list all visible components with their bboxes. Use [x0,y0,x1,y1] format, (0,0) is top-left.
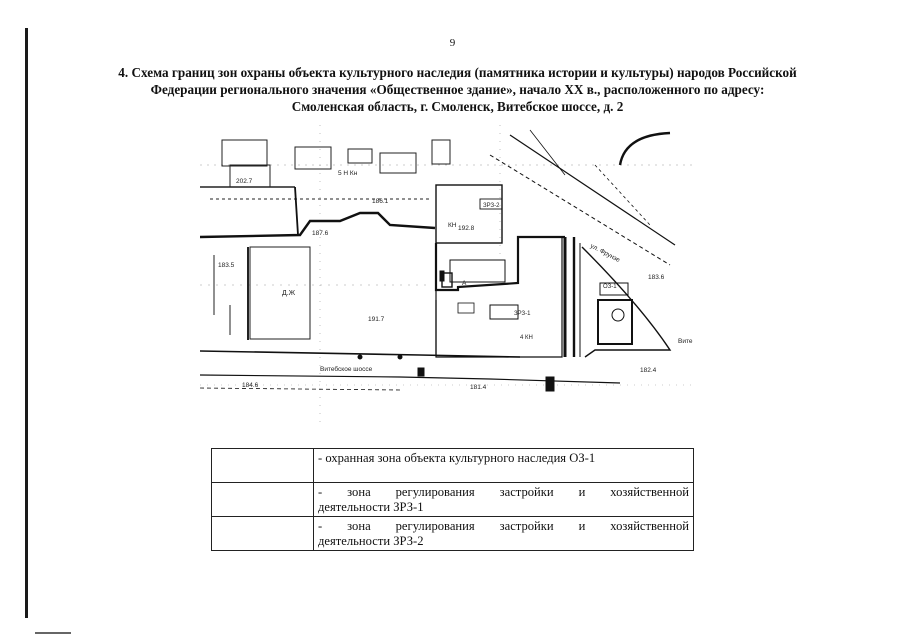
map-elevation-7: 181.4 [470,384,487,391]
map-zone-zrz2 [436,185,502,243]
map-buildings-top-left [200,140,450,199]
page-corner-mark [35,632,71,634]
page-edge-line [25,28,28,618]
map-zone-oz1-label: ОЗ-1 [603,284,617,290]
legend-table [211,448,694,551]
legend-row-zrz2 [212,517,694,551]
map-heritage-object [598,283,632,344]
legend-text-zrz1 [314,483,694,517]
map-building-label-2: Д.Ж [282,290,296,297]
legend-symbol-zrz2 [212,517,314,551]
title-line-1: 4. Схема границ зон охраны объекта культурного наследия (памятника истории и культуры) народов Российской [118,65,797,80]
map-elevation-10: 183.5 [218,262,235,269]
document-title [60,64,855,115]
legend-text-zrz1-line1: - зона регулирования застройки и хозяйственной [318,485,689,499]
page-number: 9 [449,37,456,49]
legend-text-zrz2-line2: деятельности ЗРЗ-2 [318,534,424,548]
map-elevation-9: 187.6 [312,230,329,237]
legend-symbol-zrz1 [212,483,314,517]
map-elevation-2: 192.8 [458,225,475,232]
map-elevation-1: 202.7 [236,178,253,185]
title-line-2: Федерации регионального значения «Общественное здание», начало XX в., расположенного по адресу: [150,82,765,97]
map-elevation-5: 184.6 [242,382,259,389]
map-kn-label: КН [448,222,457,229]
legend-row-oz1 [212,449,694,483]
legend-row-zrz1 [212,483,694,517]
legend-symbol-oz1 [212,449,314,483]
map-elevation-8: 186.1 [372,198,389,205]
map-elevation-6: 182.4 [640,367,657,374]
map-elevation-3: 191.7 [368,316,385,323]
map-left-block [214,247,310,340]
legend-text-zrz2-line1: - зона регулирования застройки и хозяйственной [318,519,689,533]
map-street-label: Витебское шоссе [320,366,373,373]
title-line-3: Смоленская область, г. Смоленск, Витебское шоссе, д. 2 [291,99,624,114]
map-misc-label: Вите [678,338,693,345]
legend-text-zrz2 [314,517,694,551]
zone-boundary-map [200,125,695,425]
map-main-roads [200,187,620,390]
legend-text-zrz1-line2: деятельности ЗРЗ-1 [318,500,424,514]
map-kiosk-label: 5 Н Кн [338,170,358,177]
map-zone-zrz1-label: ЗРЗ-1 [514,311,531,317]
map-background-lines [200,125,695,425]
map-zone-zrz1 [436,237,670,357]
map-street-label-2: ул. Фрунзе [589,242,621,264]
map-zone-oz1 [436,237,565,355]
map-building-label: 4 КН [520,335,533,341]
legend-text-oz1: - охранная зона объекта культурного наследия ОЗ-1 [314,449,694,483]
map-a-label: А [462,280,467,287]
map-zone-zrz2-label: ЗРЗ-2 [483,203,500,209]
map-elevation-4: 183.6 [648,274,665,281]
